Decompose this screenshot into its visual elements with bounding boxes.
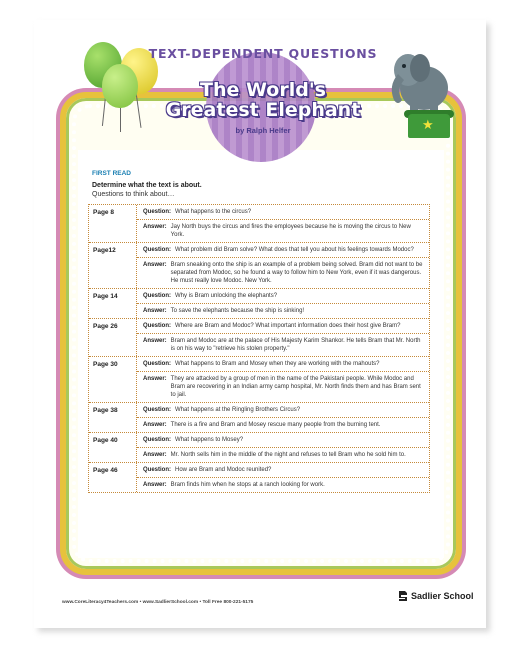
brand-block	[398, 590, 474, 602]
star-icon: ★	[422, 117, 434, 132]
answer-text: Jay North buys the circus and fires the employees because he is moving the circus to New York.	[170, 224, 411, 238]
section-prompt: Determine what the text is about.	[92, 182, 202, 189]
answer-label: Answer:	[143, 482, 167, 488]
question-text: What happens to Mosey?	[175, 437, 244, 443]
story-title	[138, 80, 388, 120]
answer-label: Answer:	[143, 224, 167, 230]
section-subprompt: Questions to think about…	[92, 191, 175, 198]
banner-heading: TEXT-DEPENDENT QUESTIONS	[148, 46, 378, 61]
questions-table	[88, 204, 430, 493]
answer-label: Answer:	[143, 422, 167, 428]
answer-text: Bram finds him when he stops at a ranch looking for work.	[170, 482, 325, 488]
question-text: What happens to Bram and Mosey when they are working with the mahouts?	[175, 361, 380, 367]
question-label: Question:	[143, 293, 171, 299]
answer-label: Answer:	[143, 376, 167, 382]
question-label: Question:	[143, 323, 171, 329]
question-label: Question:	[143, 467, 171, 473]
question-label: Question:	[143, 361, 171, 367]
footer-links: www.CoreLiteracy4Teachers.com • www.SadlierSchool.com • Toll Free 800-221-5175	[62, 600, 254, 605]
page-number: Page 30	[89, 357, 137, 402]
title-line-2: Greatest Elephant	[165, 99, 361, 121]
question-text: Why is Bram unlocking the elephants?	[175, 293, 278, 299]
table-row	[89, 433, 429, 463]
title-line-1: The World's	[200, 79, 326, 101]
answer-text: Bram and Modoc are at the palace of His Majesty Karim Shankor. He tells Bram that Mr. North is on his way to "retrieve his stolen property."	[170, 338, 421, 352]
answer-text: Mr. North sells him in the middle of the night and refuses to tell Bram who he sold him to.	[170, 452, 406, 458]
table-row	[89, 205, 429, 243]
table-row	[89, 319, 429, 357]
author-byline: by Ralph Helfer	[235, 126, 291, 135]
page-number: Page 14	[89, 289, 137, 318]
question-text: What happens at the Ringling Brothers Circus?	[175, 407, 301, 413]
table-row	[89, 289, 429, 319]
section-label: FIRST READ	[92, 170, 131, 177]
question-text: How are Bram and Modoc reunited?	[175, 467, 272, 473]
page-number: Page 38	[89, 403, 137, 432]
answer-label: Answer:	[143, 308, 167, 314]
answer-text: To save the elephants because the ship is sinking!	[170, 308, 305, 314]
answer-label: Answer:	[143, 338, 167, 344]
page-number: Page 26	[89, 319, 137, 356]
answer-text: Bram sneaking onto the ship is an example of a problem being solved. Bram did not want to be separated from Modoc, so he found a way to follow him to New York, even if it was dangerous. He must really love Modoc. New York.	[170, 262, 423, 284]
answer-label: Answer:	[143, 262, 167, 268]
question-label: Question:	[143, 209, 171, 215]
question-label: Question:	[143, 437, 171, 443]
table-row	[89, 403, 429, 433]
table-row	[89, 357, 429, 403]
question-text: What happens to the circus?	[175, 209, 252, 215]
balloon-string	[120, 106, 121, 132]
answer-text: They are attacked by a group of men in the name of the Pakistani people. While Modoc and Bram are recovering in an Indian army camp hospital, Mr. North finds them and has Bram sent to jail.	[170, 376, 421, 398]
question-label: Question:	[143, 407, 171, 413]
question-label: Question:	[143, 247, 171, 253]
page-number: Page 46	[89, 463, 137, 492]
page-number: Page 40	[89, 433, 137, 462]
question-text: What problem did Bram solve? What does that tell you about his feelings towards Modoc?	[175, 247, 414, 253]
page-number: Page 8	[89, 205, 137, 242]
sadlier-logo-icon	[398, 590, 408, 602]
table-row	[89, 463, 429, 492]
balloon-icon	[102, 64, 138, 108]
table-row	[89, 243, 429, 289]
answer-text: There is a fire and Bram and Mosey rescue many people from the burning tent.	[170, 422, 381, 428]
brand-name: Sadlier School	[411, 591, 474, 601]
question-text: Where are Bram and Modoc? What important information does their host give Bram?	[175, 323, 401, 329]
page-number: Page12	[89, 243, 137, 288]
answer-label: Answer:	[143, 452, 167, 458]
